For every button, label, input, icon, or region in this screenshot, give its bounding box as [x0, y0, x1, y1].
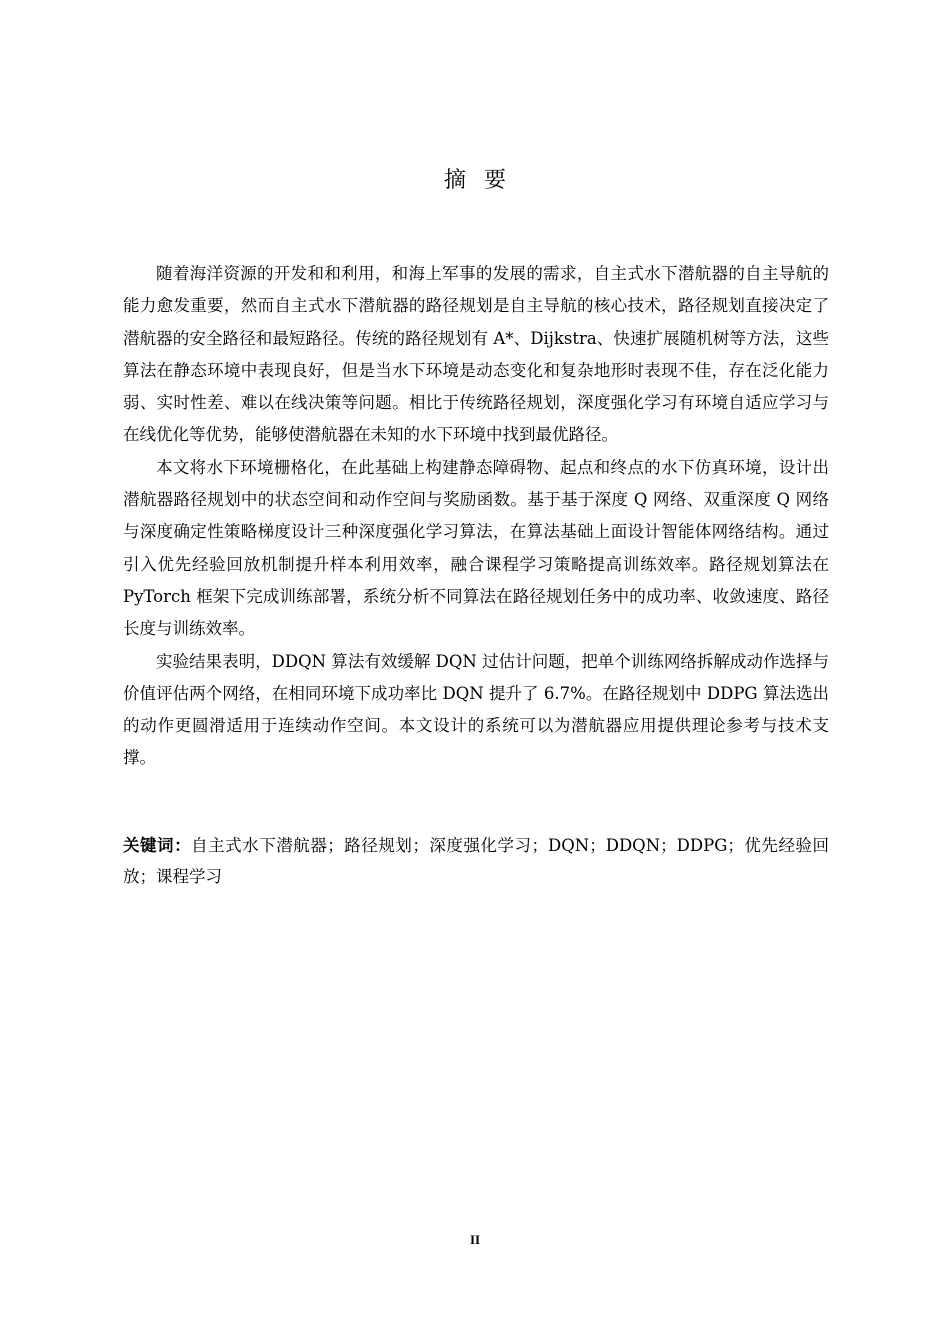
abstract-title: 摘要 [443, 168, 524, 193]
page-number: II [469, 1232, 481, 1247]
abstract-paragraph-3: 实验结果表明，DDQN 算法有效缓解 DQN 过估计问题，把单个训练网络拆解成动作选择与价值评估两个网络，在相同环境下成功率比 DQN 提升了 6.7%。在路径规划中 DDPG 算法选出的动作更圆滑适用于连续动作空间。本文设计的系统可以为潜航器应用提供理论参考与技术支撑。 [123, 651, 829, 768]
keywords-text: 自主式水下潜航器；路径规划；深度强化学习；DQN；DDQN；DDPG；优先经验回放；课程学习 [123, 836, 830, 886]
keywords-label: 关键词： [123, 836, 192, 855]
abstract-paragraph-1: 随着海洋资源的开发和和利用，和海上军事的发展的需求，自主式水下潜航器的自主导航的能力愈发重要，然而自主式水下潜航器的路径规划是自主导航的核心技术，路径规划直接决定了潜航器的安全路径和最短路径。传统的路径规划有 A*、Dijkstra、快速扩展随机树等方法，这些算法在静态环境中表现良好，但是当水下环境是动态变化和复杂地形时表现不佳，存在泛化能力弱、实时性差、难以在线决策等问题。相比于传统路径规划，深度强化学习有环境自适应学习与在线优化等优势，能够使潜航器在未知的水下环境中找到最优路径。 [123, 264, 829, 445]
abstract-paragraph-2: 本文将水下环境栅格化，在此基础上构建静态障碍物、起点和终点的水下仿真环境，设计出潜航器路径规划中的状态空间和动作空间与奖励函数。基于基于深度 Q 网络、双重深度 Q 网络与深度确定性策略梯度设计三种深度强化学习算法，在算法基础上面设计智能体网络结构。通过引入优先经验回放机制提升样本利用效率，融合课程学习策略提高训练效率。路径规划算法在 PyTorch 框架下完成训练部署，系统分析不同算法在路径规划任务中的成功率、收敛速度、路径长度与训练效率。 [123, 457, 829, 639]
abstract-body [123, 258, 829, 775]
keywords-block [123, 830, 829, 892]
